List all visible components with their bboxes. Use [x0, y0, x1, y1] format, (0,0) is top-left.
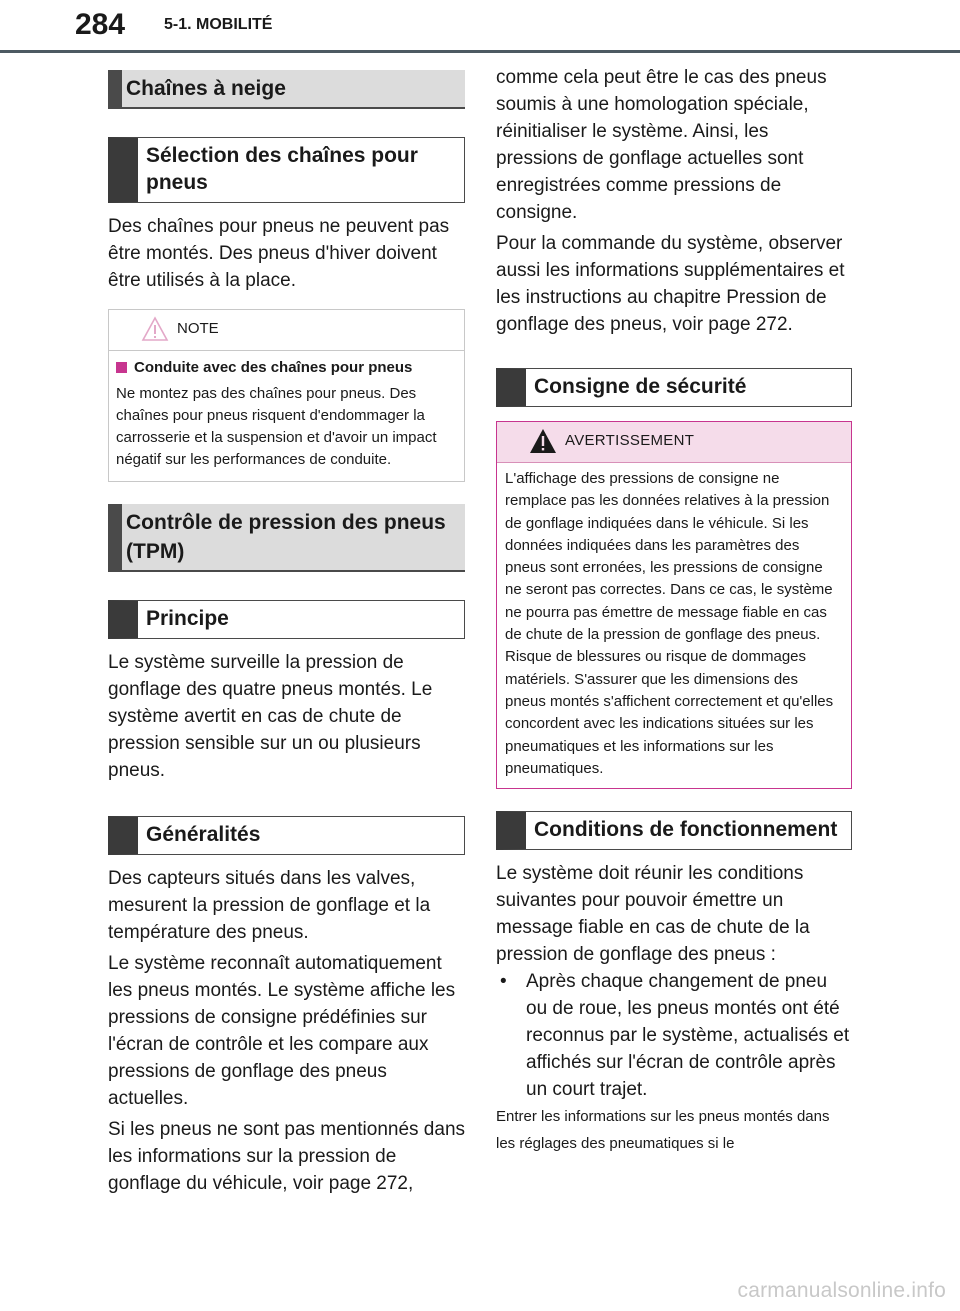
list-item	[496, 968, 852, 1103]
paragraph-small: Entrer les informations sur les pneus montés dans les réglages des pneumatiques si le	[496, 1108, 830, 1153]
heading-principe: Principe	[108, 600, 465, 639]
page-header	[0, 0, 960, 55]
paragraph-continued-1: comme cela peut être le cas des pneus soumis à une homologation spéciale, réinitialiser le système. Ainsi, les pressions de gonflage actuelles sont enregistrées comme pressions de consigne.	[496, 67, 827, 223]
warning-box	[496, 421, 852, 789]
heading-generalites: Généralités	[108, 816, 465, 855]
note-body	[109, 351, 464, 481]
note-label: NOTE	[177, 320, 219, 337]
watermark: carmanualsonline.info	[737, 1279, 946, 1302]
header-rule	[0, 50, 960, 53]
right-column	[496, 64, 852, 1157]
paragraph-generalites-3: Si les pneus ne sont pas mentionnés dans les informations sur la pression de gonflage du véhicule, voir page 272,	[108, 1119, 466, 1194]
heading-conditions: Conditions de fonctionnement	[496, 811, 852, 850]
note-header	[109, 310, 464, 351]
paragraph-chaines: Des chaînes pour pneus ne peuvent pas être montés. Des pneus d'hiver doivent être utilisés à la place.	[108, 216, 450, 291]
paragraph-continued-2: Pour la commande du système, observer aussi les informations supplémentaires et les instructions au chapitre Pression de gonflage des pneus, voir page 272.	[496, 233, 845, 335]
warning-triangle-outline-icon	[141, 316, 169, 342]
note-subtitle-text: Conduite avec des chaînes pour pneus	[134, 359, 413, 376]
note-text: Ne montez pas des chaînes pour pneus. Des chaînes pour pneus risquent d'endommager la carrosserie et la suspension et d'avoir un impact négatif sur les performances de conduite.	[116, 385, 437, 468]
page-number: 284	[75, 8, 126, 41]
warning-triangle-filled-icon	[529, 428, 557, 454]
warning-header	[497, 422, 851, 463]
paragraph-generalites-1: Des capteurs situés dans les valves, mesurent la pression de gonflage et la température des pneus.	[108, 868, 431, 943]
note-subtitle	[116, 357, 456, 379]
left-column	[108, 70, 465, 1197]
warning-label: AVERTISSEMENT	[565, 432, 695, 449]
bullet-icon: •	[500, 971, 507, 993]
section-title: 5-1. MOBILITÉ	[164, 16, 273, 33]
heading-consigne-securite: Consigne de sécurité	[496, 368, 852, 407]
square-bullet-icon	[116, 362, 127, 373]
heading-selection-chaines: Sélection des chaînes pour pneus	[108, 137, 465, 203]
heading-chaines-neige: Chaînes à neige	[108, 70, 465, 109]
paragraph-generalites-2: Le système reconnaît automatiquement les pneus montés. Le système affiche les pressions de consigne prédéfinies sur l'écran de contrôle et les compare aux pressions de gonflage des pneus actuelles.	[108, 953, 456, 1109]
warning-text: L'affichage des pressions de consigne ne remplace pas les données relatives à la pression de gonflage indiquées dans le véhicule. Si les données indiquées dans les paramètres des pneus sont erronées, les pressions de consigne ne seront pas correctes. Dans ce cas, le système ne pourra pas émettre de message fiable en cas de chute de la pression de gonflage des pneus. Risque de blessures ou risque de dommages matériels. S'assurer que les dimensions des pneus montés s'affichent correctement et qu'elles concordent avec les indications situées sur les pneumatiques et les informations sur les pneumatiques.	[505, 470, 834, 777]
note-box	[108, 309, 465, 482]
bullet-text: Après chaque changement de pneu ou de roue, les pneus montés ont été reconnus par le système, actualisés et affichés sur l'écran de contrôle après un court trajet.	[526, 971, 850, 1101]
paragraph-principe: Le système surveille la pression de gonflage des quatre pneus montés. Le système avertit en cas de chute de pression sensible sur un ou plusieurs pneus.	[108, 652, 433, 781]
heading-tpm: Contrôle de pression des pneus (TPM)	[108, 504, 465, 572]
paragraph-conditions: Le système doit réunir les conditions suivantes pour pouvoir émettre un message fiable en cas de chute de la pression de gonflage des pneus :	[496, 863, 810, 966]
